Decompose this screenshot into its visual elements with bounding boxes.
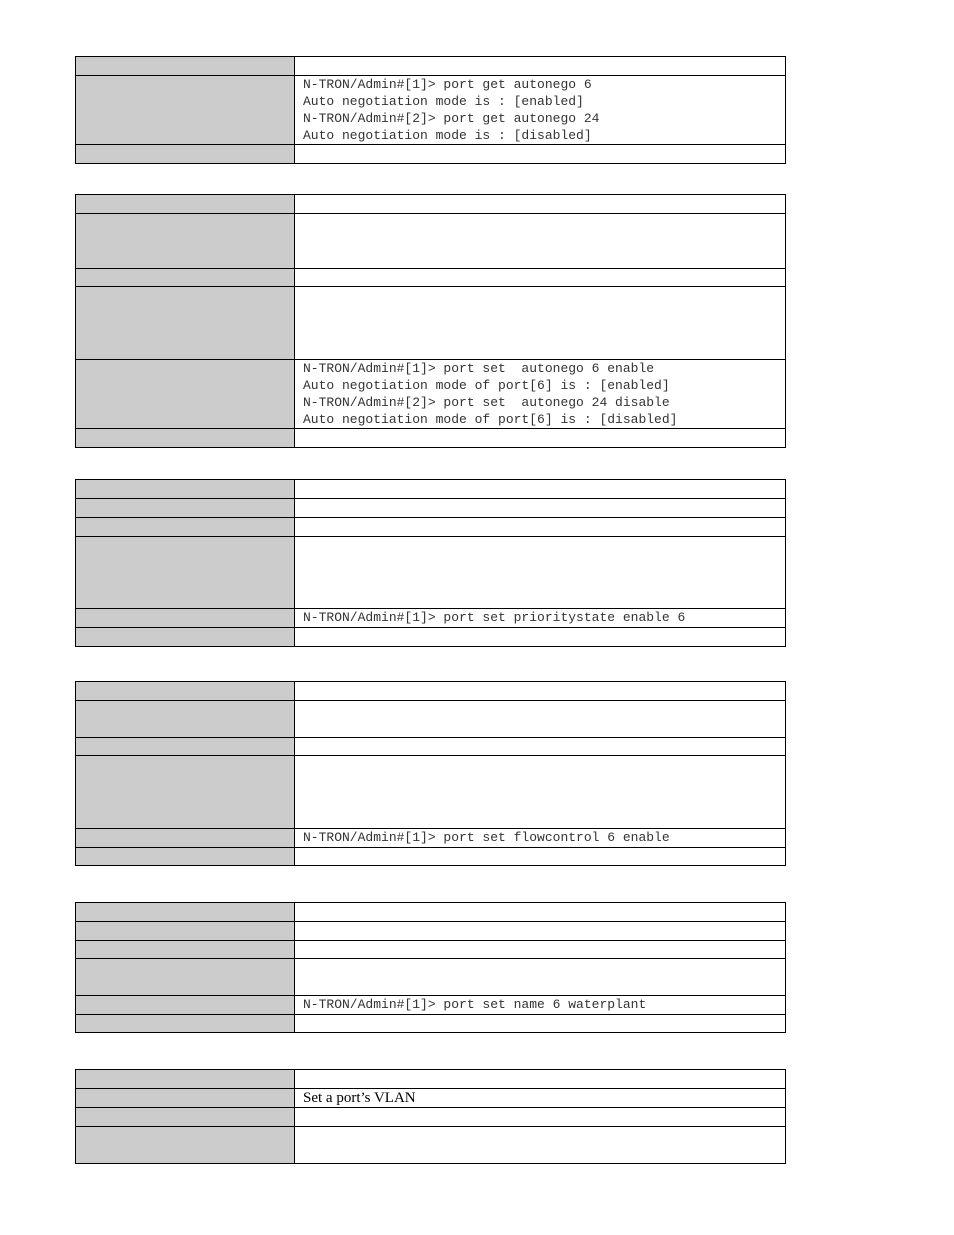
row-label-cell	[76, 941, 295, 959]
row-value-cell	[295, 941, 786, 959]
table-row	[76, 738, 786, 756]
table-row	[76, 57, 786, 76]
command-table-port-get-autonego	[75, 56, 786, 164]
row-value-cell	[295, 756, 786, 829]
table-row	[76, 1089, 786, 1108]
table-row	[76, 269, 786, 287]
row-value-cell	[295, 145, 786, 164]
row-value-cell	[295, 195, 786, 214]
command-table-body	[76, 903, 786, 1033]
row-label-cell	[76, 738, 295, 756]
row-label-cell	[76, 1015, 295, 1033]
cli-output-line: Auto negotiation mode is : [enabled]	[303, 94, 584, 109]
row-label-cell	[76, 756, 295, 829]
command-table-port-set-vlan	[75, 1069, 786, 1164]
row-label-cell	[76, 903, 295, 922]
command-table-port-set-autonego	[75, 194, 786, 448]
row-label-cell	[76, 609, 295, 628]
row-value-cell	[295, 76, 786, 145]
description-text: Set a port’s VLAN	[303, 1090, 416, 1106]
row-value-cell	[295, 996, 786, 1015]
row-value-cell	[295, 57, 786, 76]
cli-output-line: Auto negotiation mode of port[6] is : [enabled]	[303, 378, 670, 393]
table-row	[76, 499, 786, 518]
row-value-cell	[295, 829, 786, 848]
table-row	[76, 959, 786, 996]
row-value-cell	[295, 269, 786, 287]
table-row	[76, 145, 786, 164]
table-row	[76, 628, 786, 647]
command-table-port-set-prioritystate	[75, 479, 786, 647]
row-value-cell	[295, 922, 786, 941]
cli-output-line: N-TRON/Admin#[1]> port get autonego 6	[303, 77, 592, 92]
row-label-cell	[76, 682, 295, 701]
row-label-cell	[76, 287, 295, 360]
cli-output-line: Auto negotiation mode of port[6] is : [disabled]	[303, 412, 678, 427]
command-table-body	[76, 195, 786, 448]
cli-output-line: N-TRON/Admin#[1]> port set autonego 6 enable	[303, 361, 655, 376]
table-row	[76, 537, 786, 609]
table-row	[76, 922, 786, 941]
row-value-cell	[295, 214, 786, 269]
row-label-cell	[76, 1108, 295, 1127]
row-label-cell	[76, 996, 295, 1015]
row-label-cell	[76, 829, 295, 848]
row-label-cell	[76, 1127, 295, 1164]
row-label-cell	[76, 195, 295, 214]
row-label-cell	[76, 537, 295, 609]
row-value-cell	[295, 903, 786, 922]
row-label-cell	[76, 57, 295, 76]
row-label-cell	[76, 1089, 295, 1108]
table-row	[76, 76, 786, 145]
cli-output-line: N-TRON/Admin#[1]> port set flowcontrol 6 enable	[303, 830, 670, 845]
table-row	[76, 195, 786, 214]
row-label-cell	[76, 429, 295, 448]
row-label-cell	[76, 922, 295, 941]
row-value-cell	[295, 537, 786, 609]
row-label-cell	[76, 360, 295, 429]
cli-output-line: Auto negotiation mode is : [disabled]	[303, 128, 592, 143]
row-label-cell	[76, 499, 295, 518]
table-row	[76, 287, 786, 360]
row-value-cell	[295, 609, 786, 628]
row-value-cell	[295, 499, 786, 518]
row-label-cell	[76, 518, 295, 537]
row-value-cell	[295, 287, 786, 360]
row-label-cell	[76, 701, 295, 738]
row-label-cell	[76, 480, 295, 499]
cli-output-line: N-TRON/Admin#[2]> port set autonego 24 disable	[303, 395, 670, 410]
row-label-cell	[76, 214, 295, 269]
table-row	[76, 903, 786, 922]
cli-output-line: N-TRON/Admin#[1]> port set prioritystate enable 6	[303, 610, 686, 625]
command-table-body	[76, 1070, 786, 1164]
table-row	[76, 360, 786, 429]
table-row	[76, 214, 786, 269]
row-value-cell	[295, 738, 786, 756]
command-table-port-set-name	[75, 902, 786, 1033]
row-value-cell	[295, 848, 786, 866]
row-value-cell	[295, 360, 786, 429]
table-row	[76, 609, 786, 628]
table-row	[76, 1015, 786, 1033]
row-label-cell	[76, 848, 295, 866]
command-table-body	[76, 480, 786, 647]
row-label-cell	[76, 269, 295, 287]
row-value-cell	[295, 628, 786, 647]
row-label-cell	[76, 628, 295, 647]
cli-output-line: N-TRON/Admin#[2]> port get autonego 24	[303, 111, 600, 126]
row-value-cell	[295, 959, 786, 996]
command-table-port-set-flowcontrol	[75, 681, 786, 866]
command-table-body	[76, 682, 786, 866]
row-value-cell	[295, 518, 786, 537]
table-row	[76, 1127, 786, 1164]
row-label-cell	[76, 145, 295, 164]
command-table-body	[76, 57, 786, 164]
row-value-cell	[295, 1108, 786, 1127]
row-value-cell	[295, 682, 786, 701]
row-value-cell	[295, 1070, 786, 1089]
table-row	[76, 1108, 786, 1127]
table-row	[76, 701, 786, 738]
table-row	[76, 848, 786, 866]
row-value-cell	[295, 1127, 786, 1164]
row-label-cell	[76, 959, 295, 996]
table-row	[76, 518, 786, 537]
row-value-cell	[295, 701, 786, 738]
table-row	[76, 829, 786, 848]
table-row	[76, 429, 786, 448]
table-row	[76, 996, 786, 1015]
table-row	[76, 682, 786, 701]
row-value-cell	[295, 1089, 786, 1108]
row-value-cell	[295, 1015, 786, 1033]
row-label-cell	[76, 76, 295, 145]
row-value-cell	[295, 429, 786, 448]
table-row	[76, 941, 786, 959]
table-row	[76, 756, 786, 829]
row-value-cell	[295, 480, 786, 499]
row-label-cell	[76, 1070, 295, 1089]
table-row	[76, 480, 786, 499]
table-row	[76, 1070, 786, 1089]
cli-output-line: N-TRON/Admin#[1]> port set name 6 waterplant	[303, 997, 647, 1012]
